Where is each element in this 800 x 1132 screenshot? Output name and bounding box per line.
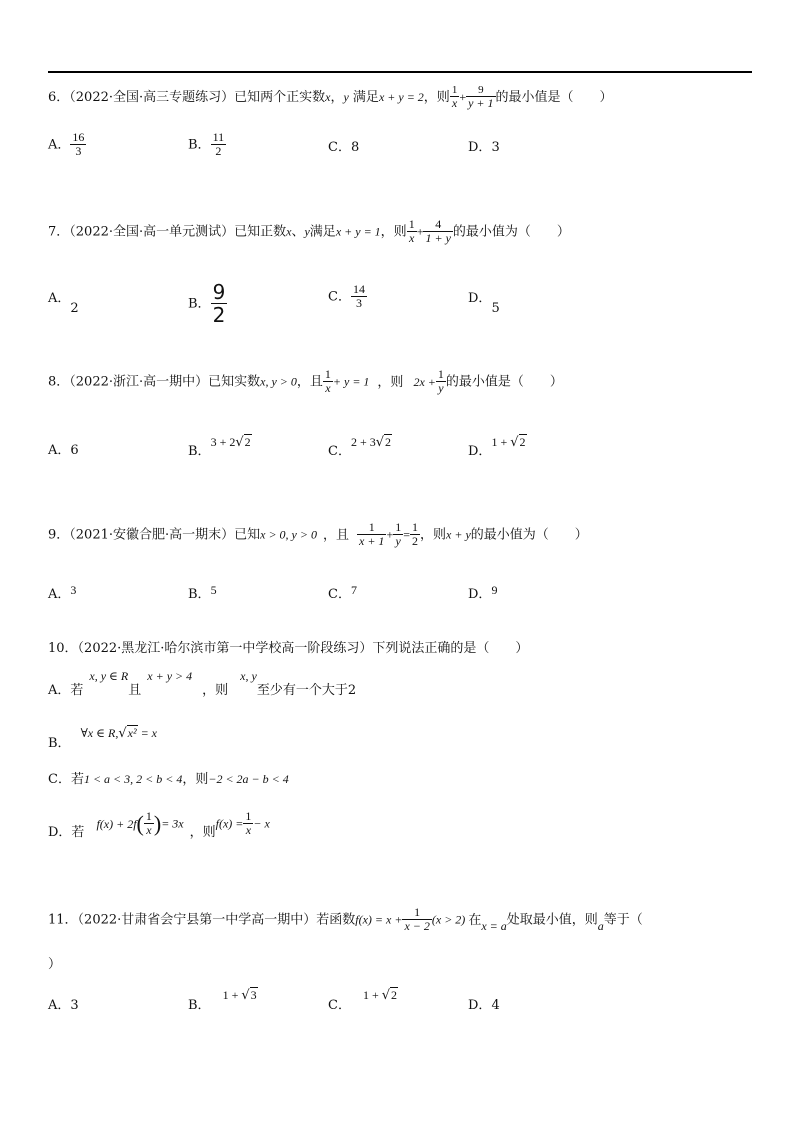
option-value: 8 <box>350 140 360 155</box>
option-label: C． <box>328 998 351 1013</box>
expression: x + y <box>446 527 471 542</box>
radicand: 3 <box>250 988 257 1002</box>
option-label: C． <box>328 140 351 155</box>
condition-1: x, y > 0 <box>260 374 297 389</box>
var-y: y <box>343 89 349 104</box>
fraction-1-over-2: $\frac{1}{2}$ <box>412 520 418 549</box>
text-then: ，则 <box>423 89 450 105</box>
math-condition: −2 < 2a − b < 4 <box>208 772 289 786</box>
question-11-text: 11．（2022·甘肃省会宁县第一中学高一期中）若函数 <box>48 912 356 928</box>
var-x: x <box>286 224 292 239</box>
fraction: $\frac{16}{3}$ <box>72 130 85 159</box>
option-label: B． <box>188 444 211 459</box>
q10-option-c[interactable] <box>48 773 289 786</box>
question-11-tail: 等于（ <box>603 912 643 928</box>
q11-option-b[interactable]: B．1 + √3 <box>188 988 257 1013</box>
function-definition: f(x) = x + <box>355 912 403 927</box>
option-label: D． <box>468 291 492 306</box>
text-satisfy: 满足 <box>309 224 336 240</box>
math-expression: = 3x <box>161 816 184 831</box>
math-expression: f(x) = <box>215 816 244 831</box>
question-6-stem <box>48 84 613 111</box>
fraction-1-over-y: $\frac{1}{y}$ <box>437 367 444 396</box>
option-label: D．若 <box>48 824 85 840</box>
question-7-text: 7．（2022·全国·高一单元测试）已知正数 <box>48 224 287 240</box>
q9-option-d[interactable] <box>468 583 498 602</box>
option-label: A．若 <box>48 683 84 698</box>
option-label: B． <box>188 137 211 153</box>
option-value: 7 <box>350 583 357 597</box>
fraction-1-over-x: $\frac{1}{x}$ <box>245 809 252 838</box>
question-8-tail: 的最小值是（ ） <box>445 374 563 390</box>
q9-option-a[interactable] <box>48 583 77 602</box>
separator: ， <box>330 89 344 105</box>
q7-option-c[interactable] <box>328 283 367 311</box>
q7-option-d[interactable] <box>468 291 500 316</box>
plus-sign: + <box>459 89 467 104</box>
option-label: D． <box>468 587 492 602</box>
fraction: $\frac{9}{2}$ <box>212 280 226 327</box>
text-then: ，则 <box>377 374 404 390</box>
fraction-4-over-1y: $\frac{4}{1 + y}$ <box>425 217 451 246</box>
option-value: 5 <box>210 583 217 597</box>
q11-option-a[interactable] <box>48 999 79 1012</box>
option-label: A． <box>48 998 71 1013</box>
radicand: x² <box>127 726 137 740</box>
q8-option-b[interactable]: B．3 + 2√2 <box>188 435 251 459</box>
option-label: D． <box>468 444 492 459</box>
option-value: 6 <box>70 443 79 458</box>
radicand: 2 <box>244 435 251 449</box>
option-label: D． <box>468 140 492 155</box>
domain-condition: (x > 2) <box>431 912 466 927</box>
question-6-tail: 的最小值是（ ） <box>495 89 613 105</box>
option-label: B． <box>48 736 71 751</box>
q10-option-b[interactable]: B．∀x ∈ R,√x² = x <box>48 726 158 751</box>
text-min: 处取最小值，则 <box>506 912 598 928</box>
plus-sign: + <box>386 527 394 542</box>
option-value: 9 <box>491 583 498 597</box>
condition-1: x > 0, y > 0 <box>260 527 317 542</box>
question-8-stem <box>48 368 563 396</box>
math-condition: x + y > 4 <box>147 669 193 683</box>
fraction-1-over-x: $\frac{1}{x}$ <box>451 84 458 111</box>
q11-option-c[interactable]: C．1 + √2 <box>328 988 398 1013</box>
q8-option-a[interactable] <box>48 444 79 457</box>
radicand: 2 <box>385 435 392 449</box>
text-then: ，则 <box>420 527 447 543</box>
option-value: 5 <box>491 301 500 316</box>
question-11-stem <box>48 906 643 934</box>
option-value: 1 + <box>362 988 382 1002</box>
option-value: 4 <box>491 998 500 1013</box>
question-11-line2: ） <box>48 957 62 972</box>
option-label: A． <box>48 587 71 602</box>
question-8-text: 8．（2022·浙江·高一期中）已知实数 <box>48 374 261 390</box>
q6-option-d[interactable] <box>468 141 500 154</box>
condition-2: + y = 1 <box>332 374 370 389</box>
option-value: 3 + 2 <box>210 435 236 449</box>
text-and: ，且 <box>322 527 349 543</box>
fraction-1-over-y: $\frac{1}{y}$ <box>395 520 402 549</box>
option-label: B． <box>188 296 211 312</box>
option-label: C． <box>328 289 351 305</box>
math-condition: x, y ∈ R <box>89 669 129 683</box>
option-label: A． <box>48 137 71 153</box>
text-then: ，则 <box>189 824 216 840</box>
var-x: x <box>325 89 331 104</box>
question-9-stem <box>48 521 588 549</box>
fraction-1-over-x-minus-2: $\frac{1}{x - 2}$ <box>404 905 430 934</box>
text-then: ，则 <box>380 224 407 240</box>
option-value: 3 <box>491 140 500 155</box>
math-vars: x, y <box>240 669 257 683</box>
fraction-1-over-x1: $\frac{1}{x + 1}$ <box>359 520 385 549</box>
math-expression: − x <box>253 816 270 831</box>
math-expression: f(x) + 2f <box>96 816 137 831</box>
option-label: B． <box>188 998 211 1013</box>
option-value: 1 + <box>222 988 242 1002</box>
text-then: ，则 <box>202 683 229 698</box>
text-at: 在 <box>468 912 482 928</box>
question-9-text: 9．（2021·安徽合肥·高一期末）已知 <box>48 527 261 543</box>
question-9-tail: 的最小值为（ ） <box>470 527 588 543</box>
option-label: B． <box>188 587 211 602</box>
condition: x + y = 1 <box>335 224 381 239</box>
option-label: A． <box>48 291 71 306</box>
math-condition: x = a <box>481 918 507 933</box>
right-paren: ) <box>153 811 162 836</box>
option-value: 3 <box>70 583 77 597</box>
question-7-tail: 的最小值为（ ） <box>452 224 570 240</box>
text-and: ，且 <box>296 374 323 390</box>
option-label: C． <box>328 444 351 459</box>
question-10-stem: 10．（2022·黑龙江·哈尔滨市第一中学校高一阶段练习）下列说法正确的是（ ） <box>48 641 529 656</box>
math-expression: = x <box>140 726 158 740</box>
q6-option-c[interactable] <box>328 141 359 154</box>
left-paren: ( <box>136 811 144 836</box>
option-label: C． <box>328 587 351 602</box>
option-label: C．若 <box>48 772 84 787</box>
option-value: 2 + 3 <box>350 435 376 449</box>
q9-option-c[interactable] <box>328 583 357 602</box>
q6-option-a[interactable] <box>48 131 86 159</box>
fraction: $\frac{11}{2}$ <box>212 130 225 159</box>
option-text: 至少有一个大于2 <box>256 683 357 698</box>
var-a: a <box>597 918 604 933</box>
q8-option-d[interactable]: D．1 + √2 <box>468 435 526 459</box>
q10-option-a[interactable] <box>48 669 357 698</box>
radicand: 2 <box>391 988 398 1002</box>
condition: x + y = 2 <box>378 89 424 104</box>
math-expression: ∀x ∈ R, <box>80 726 119 740</box>
text-satisfy: 满足 <box>348 89 379 105</box>
header-rule <box>48 71 752 73</box>
option-label: D． <box>468 998 492 1013</box>
separator: 、 <box>291 224 305 240</box>
option-label: A． <box>48 443 71 458</box>
fraction-1-over-x: $\frac{1}{x}$ <box>145 809 152 838</box>
fraction: $\frac{14}{3}$ <box>352 282 365 311</box>
q10-option-d[interactable] <box>48 810 270 838</box>
q7-option-a[interactable] <box>48 291 79 316</box>
equals-sign: = <box>403 527 410 542</box>
math-condition: 1 < a < 3, 2 < b < 4 <box>83 772 183 786</box>
option-value: 3 <box>70 998 79 1013</box>
text-then: ，则 <box>182 772 209 787</box>
option-value: 1 + <box>491 435 511 449</box>
fraction-1-over-x: $\frac{1}{x}$ <box>324 367 331 396</box>
q9-option-b[interactable] <box>188 583 217 602</box>
expression: 2x + <box>413 374 436 389</box>
q11-option-d[interactable] <box>468 999 500 1012</box>
q6-option-b[interactable] <box>188 131 226 159</box>
fraction-9-over-y1: $\frac{9}{y + 1}$ <box>468 84 494 111</box>
text-and: 且 <box>128 683 142 698</box>
option-value: 2 <box>70 301 79 316</box>
fraction-1-over-x: $\frac{1}{x}$ <box>408 217 415 246</box>
q7-option-b[interactable] <box>188 281 227 327</box>
radicand: 2 <box>519 435 526 449</box>
var-y: y <box>304 224 310 239</box>
plus-sign: + <box>416 224 424 239</box>
q8-option-c[interactable]: C．2 + 3√2 <box>328 435 392 459</box>
question-7-stem <box>48 218 570 246</box>
question-6-text: 6．（2022·全国·高三专题练习）已知两个正实数 <box>48 89 326 105</box>
